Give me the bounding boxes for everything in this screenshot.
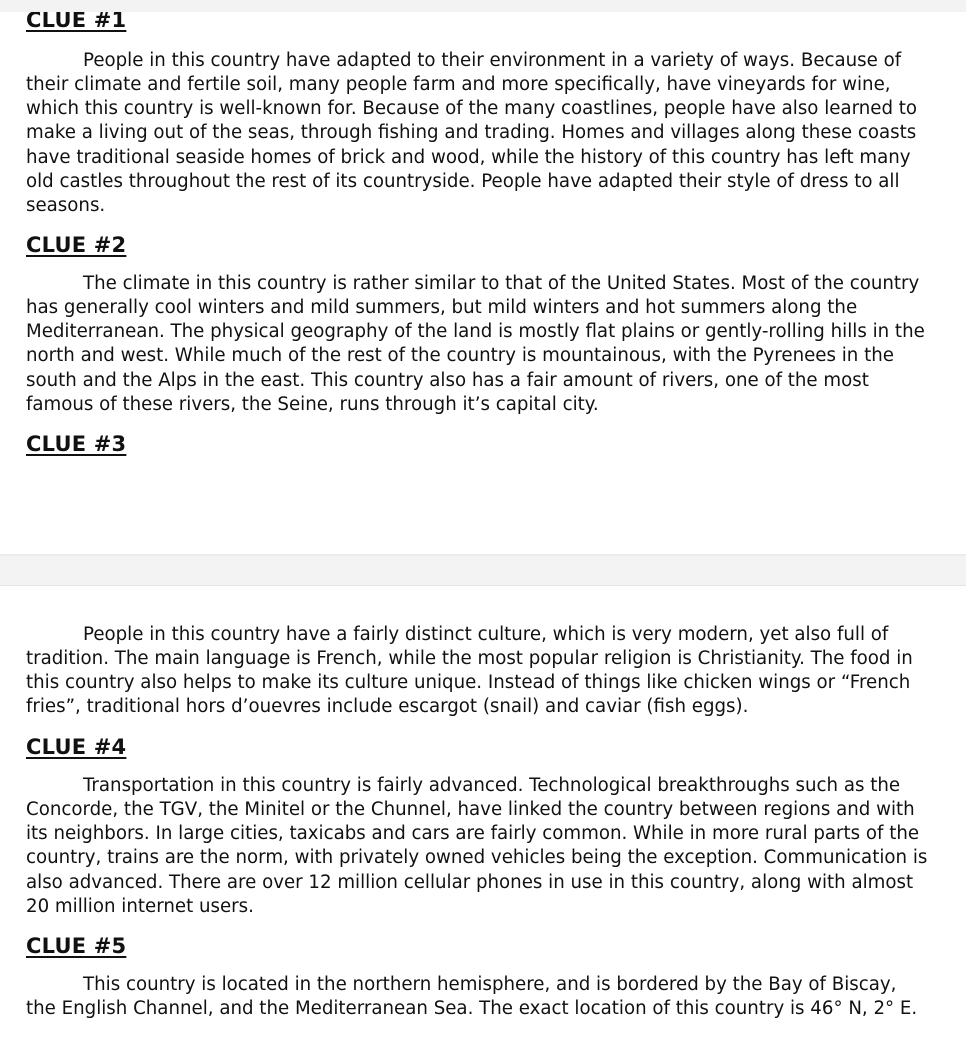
clue-1-text: People in this country have adapted to their environment in a variety of ways. Because of their climate and fertile soil, many people farm and more specifically, have vineyards for wine, which this country is well-known for. Because of the many coastlines, people have also learned to make a living out of the seas, through fishing and trading. Homes and villages along these coasts have traditional seaside homes of brick and wood, while the history of this country has left many old castles throughout the rest of its countryside. People have adapted their style of dress to all seasons. [26, 50, 918, 216]
clue-3-heading: CLUE #3 [26, 432, 127, 456]
document-page-2 [0, 585, 966, 1039]
clue-4-text: Transportation in this country is fairly advanced. Technological breakthroughs such as the Concorde, the TGV, the Minitel or the Chunnel, have linked the country between regions and with its neighbors. In large cities, taxicabs and cars are fairly common. While in more rural parts of the country, trains are the norm, with privately owned vehicles being the exception. Communication is also advanced. There are over 12 million cellular phones in use in this country, along with almost 20 million internet users. [26, 775, 928, 917]
clue-1-heading: CLUE #1 [26, 12, 127, 32]
clue-2-text: The climate in this country is rather similar to that of the United States. Most of the country has generally cool winters and mild summers, but mild winters and hot summers along the Mediterranean. The physical geography of the land is mostly flat plains or gently-rolling hills in the north and west. While much of the rest of the country is mountainous, with the Pyrenees in the south and the Alps in the east. This country also has a fair amount of rivers, one of the most famous of these rivers, the Seine, runs through it’s capital city. [26, 273, 925, 415]
clue-2-heading: CLUE #2 [26, 233, 127, 257]
clue-3-text: People in this country have a fairly distinct culture, which is very modern, yet also full of tradition. The main language is French, while the most popular religion is Christianity. The food in this country also helps to make its culture unique. Instead of things like chicken wings or “French fries”, traditional hors d’ouevres include escargot (snail) and caviar (fish eggs). [26, 624, 913, 718]
clue-5-heading: CLUE #5 [26, 934, 127, 958]
document-page-1 [0, 12, 966, 554]
clue-4-heading: CLUE #4 [26, 735, 127, 759]
clue-5-text: This country is located in the northern hemisphere, and is bordered by the Bay of Biscay, the English Channel, and the Mediterranean Sea. The exact location of this country is 46° N, 2° E. [26, 974, 918, 1020]
